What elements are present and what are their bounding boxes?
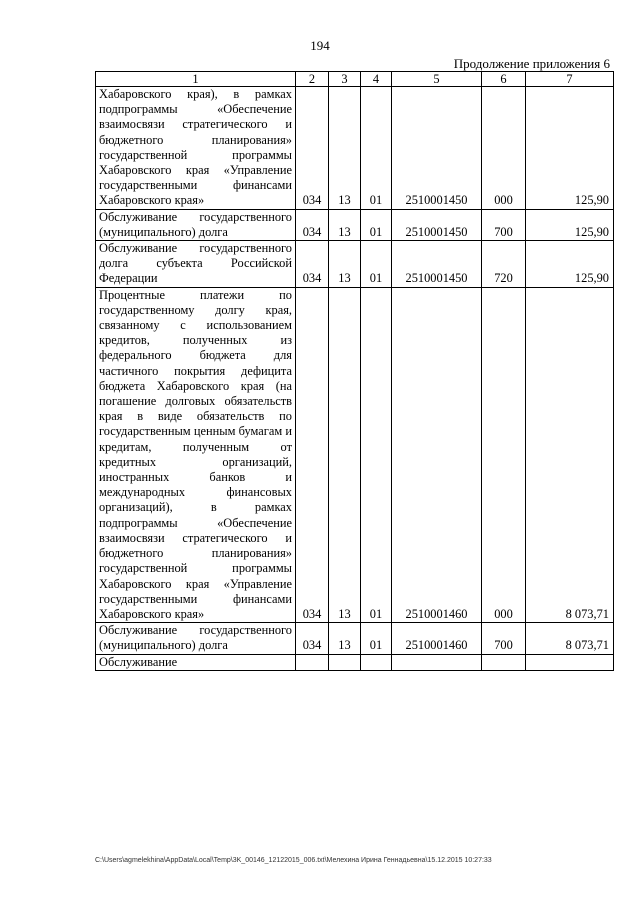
page-number: 194 bbox=[310, 38, 330, 53]
cell-sum: 125,90 bbox=[526, 87, 614, 210]
row-name: Обслуживание государственного долга субъекта Российской Федерации bbox=[96, 241, 296, 288]
cell-sum: 125,90 bbox=[526, 241, 614, 288]
cell-grbs: 034 bbox=[296, 623, 329, 654]
cell-target-article: 2510001450 bbox=[392, 209, 482, 240]
budget-table bbox=[95, 71, 614, 671]
cell-grbs: 034 bbox=[296, 241, 329, 288]
row-name: Процентные платежи по государственному долгу края, связанному с использованием кредитов, полученных из федерального бюджета для частичного покрытия дефицита бюджета Хабаровского края (на погашение долговых обязательств края в виде обязательств по государственным ценным бумагам и кредитам, полученным от кредитных организаций, иностранных банков и международных финансовых организаций), в рамках подпрограммы «Обеспечение взаимосвязи стратегического и бюджетного планирования» государственной программы Хабаровского края «Управление государственными финансами Хабаровского края» bbox=[96, 287, 296, 622]
cell-sum: 125,90 bbox=[526, 209, 614, 240]
row-name: Обслуживание bbox=[96, 654, 296, 670]
cell-grbs bbox=[296, 654, 329, 670]
row-name: Обслуживание государственного (муниципального) долга bbox=[96, 209, 296, 240]
row-name: Хабаровского края), в рамках подпрограммы «Обеспечение взаимосвязи стратегического и бюджетного планирования» государственной программы Хабаровского края «Управление государственными финансами Хабаровского края» bbox=[96, 87, 296, 210]
column-header: 6 bbox=[482, 72, 526, 87]
table-row bbox=[96, 287, 614, 622]
table-header-row bbox=[96, 72, 614, 87]
cell-expense-type: 700 bbox=[482, 623, 526, 654]
cell-target-article: 2510001460 bbox=[392, 287, 482, 622]
cell-expense-type: 000 bbox=[482, 87, 526, 210]
column-header: 7 bbox=[526, 72, 614, 87]
cell-target-article bbox=[392, 654, 482, 670]
column-header: 5 bbox=[392, 72, 482, 87]
cell-sum bbox=[526, 654, 614, 670]
cell-expense-type bbox=[482, 654, 526, 670]
cell-section: 13 bbox=[329, 87, 361, 210]
table-row bbox=[96, 654, 614, 670]
cell-subsection bbox=[361, 654, 392, 670]
cell-subsection: 01 bbox=[361, 287, 392, 622]
cell-section bbox=[329, 654, 361, 670]
row-name: Обслуживание государственного (муниципального) долга bbox=[96, 623, 296, 654]
column-header: 4 bbox=[361, 72, 392, 87]
cell-sum: 8 073,71 bbox=[526, 287, 614, 622]
cell-section: 13 bbox=[329, 287, 361, 622]
table-row bbox=[96, 241, 614, 288]
table-row bbox=[96, 623, 614, 654]
file-path-footer: C:\Users\agmelekhina\AppData\Local\Temp\3K_00146_12122015_006.txt\Мелехина Ирина Геннадьевна\15.12.2015 10:27:33 bbox=[95, 857, 492, 864]
cell-subsection: 01 bbox=[361, 87, 392, 210]
column-header: 1 bbox=[96, 72, 296, 87]
cell-section: 13 bbox=[329, 623, 361, 654]
cell-subsection: 01 bbox=[361, 623, 392, 654]
cell-section: 13 bbox=[329, 241, 361, 288]
cell-target-article: 2510001450 bbox=[392, 87, 482, 210]
table-row bbox=[96, 87, 614, 210]
cell-grbs: 034 bbox=[296, 287, 329, 622]
cell-sum: 8 073,71 bbox=[526, 623, 614, 654]
cell-target-article: 2510001460 bbox=[392, 623, 482, 654]
cell-grbs: 034 bbox=[296, 87, 329, 210]
cell-section: 13 bbox=[329, 209, 361, 240]
appendix-continuation-note: Продолжение приложения 6 bbox=[453, 56, 610, 71]
cell-expense-type: 000 bbox=[482, 287, 526, 622]
cell-expense-type: 720 bbox=[482, 241, 526, 288]
cell-target-article: 2510001450 bbox=[392, 241, 482, 288]
cell-expense-type: 700 bbox=[482, 209, 526, 240]
column-header: 2 bbox=[296, 72, 329, 87]
column-header: 3 bbox=[329, 72, 361, 87]
table-row bbox=[96, 209, 614, 240]
cell-subsection: 01 bbox=[361, 241, 392, 288]
cell-grbs: 034 bbox=[296, 209, 329, 240]
cell-subsection: 01 bbox=[361, 209, 392, 240]
